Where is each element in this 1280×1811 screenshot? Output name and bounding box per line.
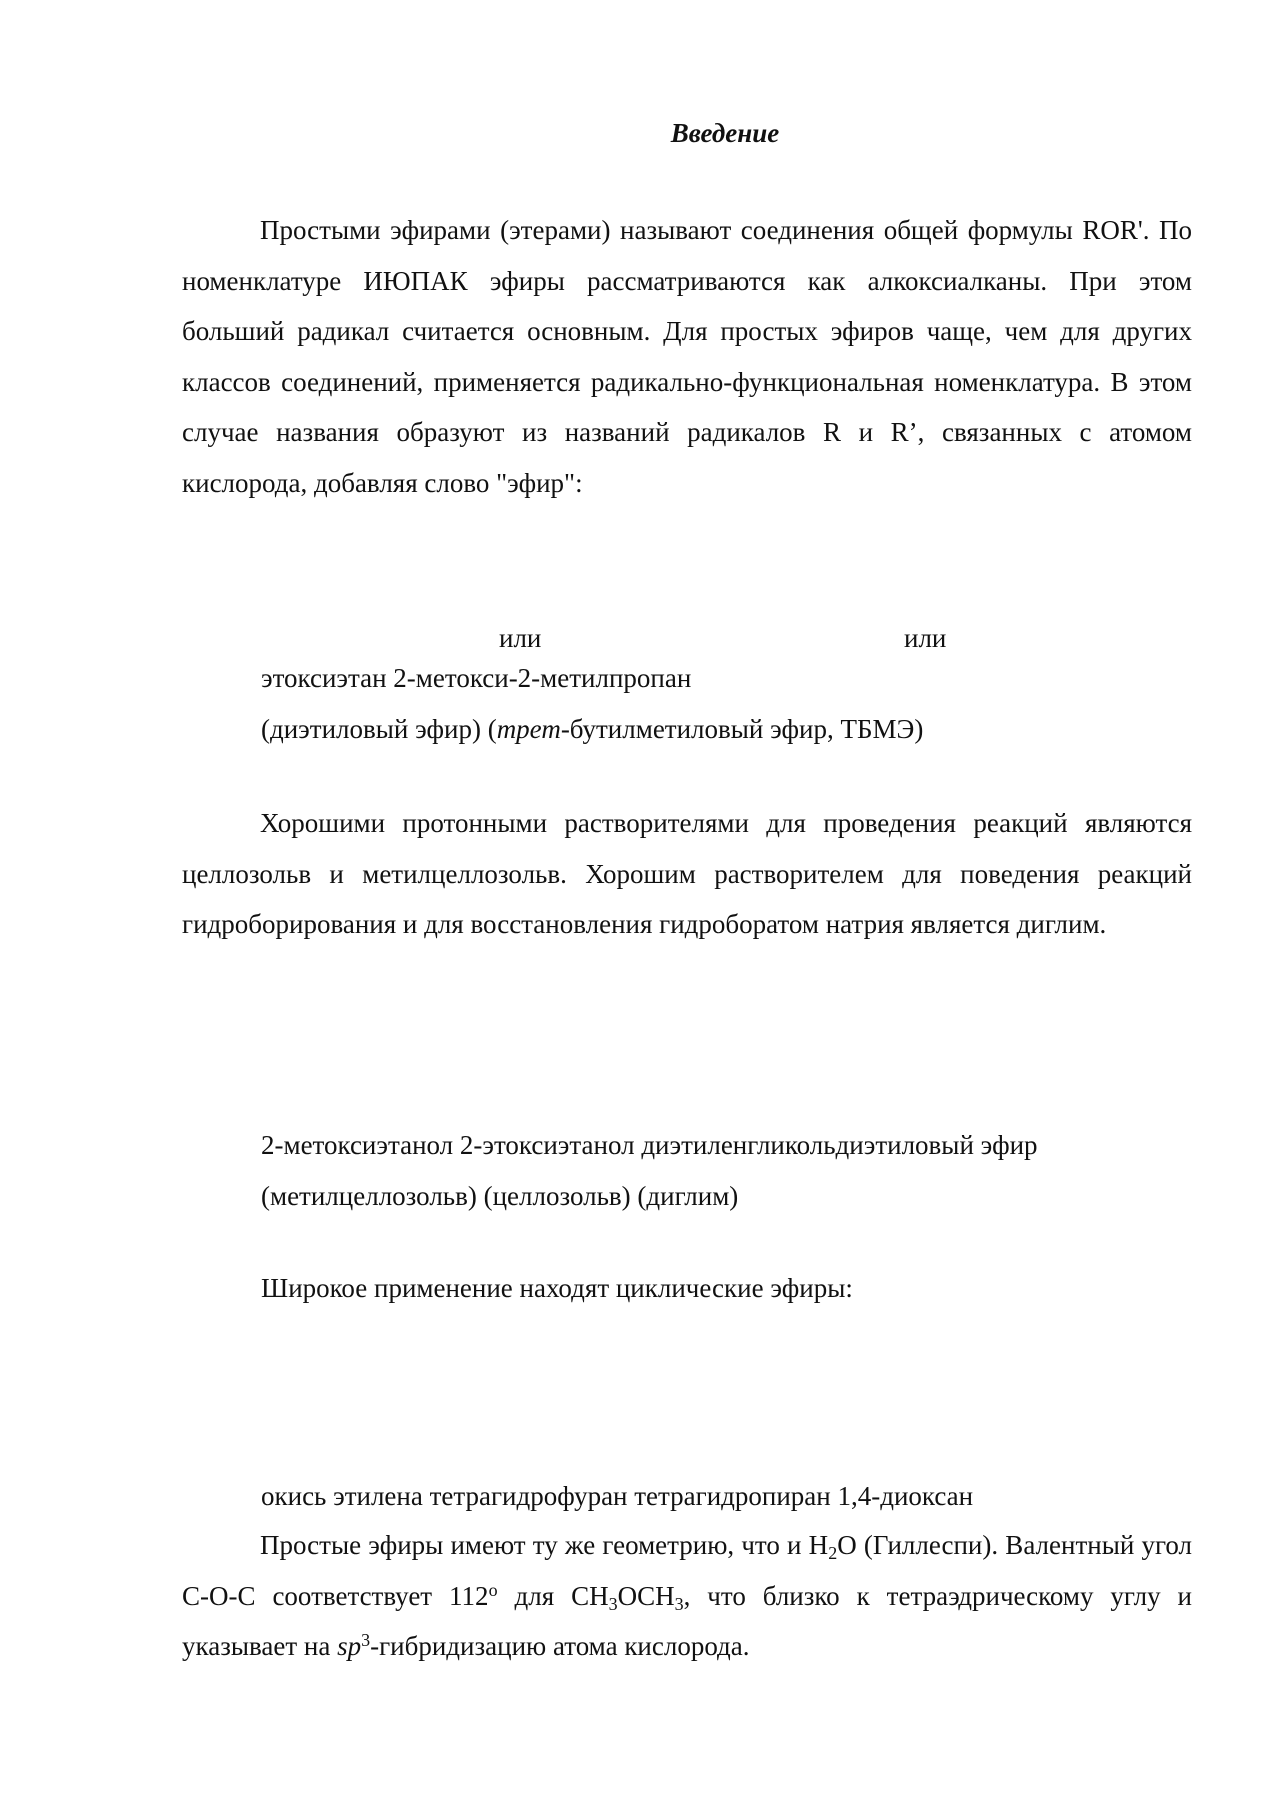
geometry-text-6: -гибридизацию атома кислорода. <box>370 1631 750 1661</box>
trivial-open: (диэтиловый эфир) ( <box>261 714 497 744</box>
geometry-text-3: для CH <box>497 1580 609 1611</box>
solvents-paragraph: Хорошими протонными растворителями для проведения реакций являются целлозольв и метилцеллозольв. Хорошим растворителем для поведения реакций гидроборирования и для восстановления гидроборатом натрия является диглим. <box>182 808 1192 939</box>
cyclic-ethers-names-line: окись этилена тетрагидрофуран тетрагидропиран 1,4-диоксан <box>261 1481 974 1511</box>
water-subscript: 2 <box>828 1543 838 1563</box>
geometry-text-2: O (Гиллеспи). Валентный угол C-O-C соответствует 112 <box>182 1530 1192 1611</box>
ether-trivial-names-line <box>261 711 923 747</box>
degree-superscript: o <box>488 1579 498 1600</box>
solvent-names-line: 2-метоксиэтанол 2-этоксиэтанол диэтиленгликольдиэтиловый эфир <box>261 1130 1038 1160</box>
geometry-text-1: Простые эфиры имеют ту же геометрию, что и H <box>260 1530 829 1560</box>
methyl-subscript-2: 3 <box>674 1593 684 1614</box>
cyclic-ethers-intro: Широкое применение находят циклические эфиры: <box>261 1273 853 1303</box>
geometry-text-5: , что близко к тетраэдрическому углу и указывает на <box>182 1580 1192 1661</box>
sp3-superscript: 3 <box>361 1630 371 1650</box>
or-label-2: или <box>904 623 947 653</box>
geometry-text-4: OCH <box>617 1580 675 1611</box>
sp-italic: sp <box>337 1631 362 1661</box>
tert-prefix: трет <box>496 714 561 744</box>
geometry-paragraph <box>182 1520 1192 1672</box>
intro-paragraph: Простыми эфирами (этерами) называют соединения общей формулы ROR'. По номенклатуре ИЮПАК эфиры рассматриваются как алкоксиалканы. При этом больший радикал считается основным. Для простых эфиров чаще, чем для других классов соединений, применяется радикально-функциональная номенклатура. В этом случае названия образуют из названий радикалов R и R’, связанных с атомом кислорода, добавляя слово "эфир": <box>182 215 1192 498</box>
trivial-close: -бутилметиловый эфир, ТБМЭ) <box>560 714 924 744</box>
page-title: Введение <box>670 118 780 148</box>
ether-names-line: этоксиэтан 2-метокси-2-метилпропан <box>261 663 692 693</box>
solvent-trivial-names-line: (метилцеллозольв) (целлозольв) (диглим) <box>261 1181 739 1211</box>
or-label-1: или <box>499 623 542 653</box>
methyl-subscript-1: 3 <box>608 1593 618 1614</box>
